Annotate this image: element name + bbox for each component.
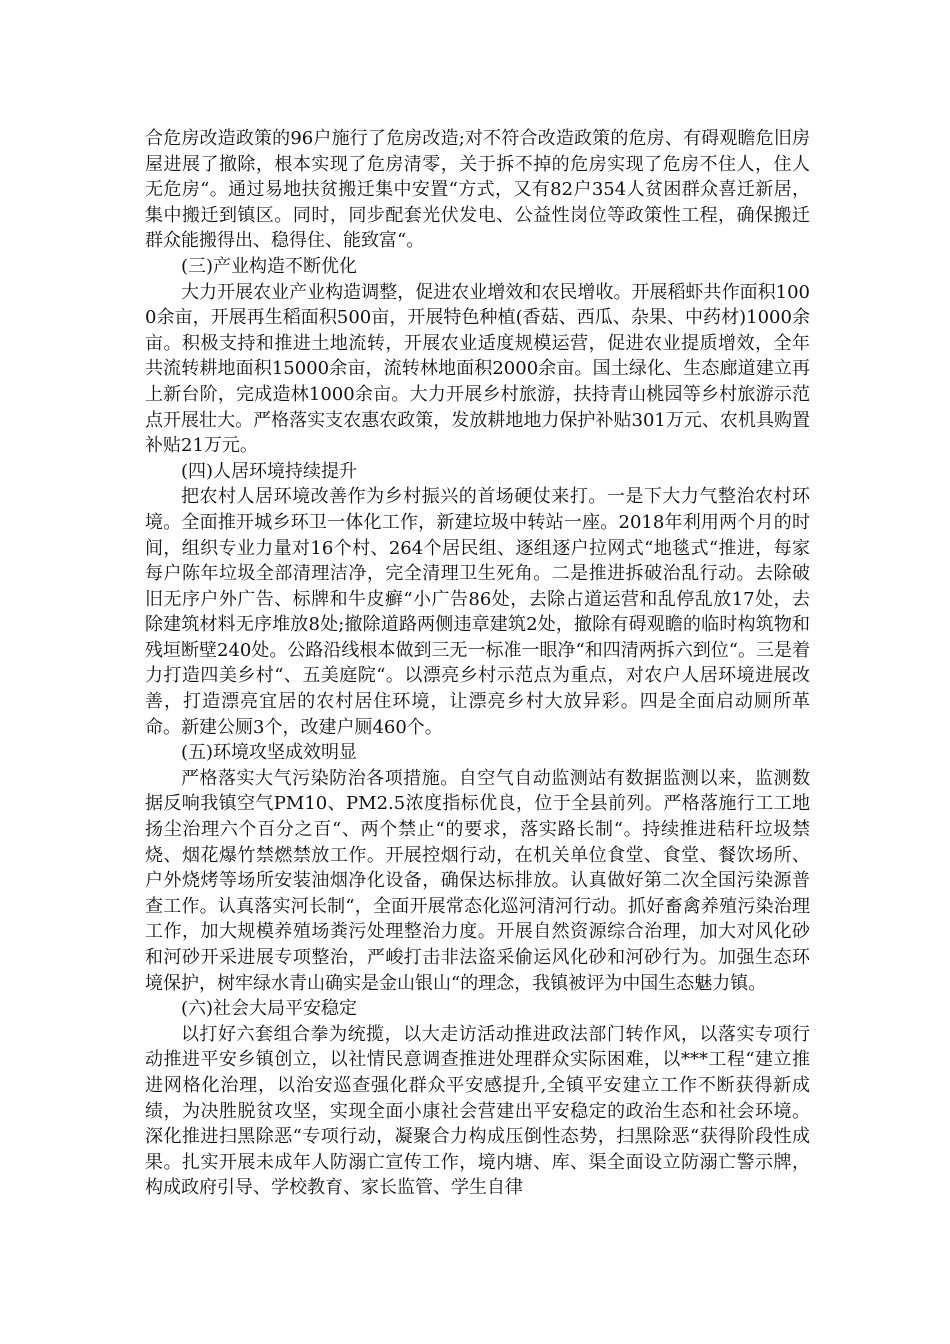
document-body [145, 126, 810, 1201]
paragraph-living-environment: 把农村人居环境改善作为乡村振兴的首场硬仗来打。一是下大力气整治农村环境。全面推开城乡环卫一体化工作，新建垃圾中转站一座。2018年利用两个月的时间，组织专业力量对16个村、264个居民组、逐组逐户拉网式“地毯式“推进，每家每户陈年垃圾全部清理洁净，完全清理卫生死角。二是推进拆破治乱行动。去除破旧无序户外广告、标牌和牛皮癣“小广告86处，去除占道运营和乱停乱放17处，去除建筑材料无序堆放8处;撤除道路两侧违章建筑2处，撤除有碍观瞻的临时构筑物和残垣断壁240处。公路沿线根本做到三无一标准一眼净“和四清两拆六到位“。三是着力打造四美乡村“、五美庭院“。以漂亮乡村示范点为重点，对农户人居环境进展改善，打造漂亮宜居的农村居住环境，让漂亮乡村大放异彩。四是全面启动厕所革命。新建公厕3个，改建户厕460个。 [145, 486, 810, 738]
paragraph-housing-continued: 合危房改造政策的96户施行了危房改造;对不符合改造政策的危房、有碍观瞻危旧房屋进展了撤除，根本实现了危房清零，关于拆不掉的危房实现了危房不住人，住人无危房“。通过易地扶贫搬迁集中安置“方式，又有82户354人贫困群众喜迁新居，集中搬迁到镇区。同时，同步配套光伏发电、公益性岗位等政策性工程，确保搬迁群众能搬得出、稳得住、能致富“。 [145, 128, 810, 252]
paragraph-social-safety: 以打好六套组合拳为统揽，以大走访活动推进政法部门转作风，以落实专项行动推进平安乡镇创立，以社情民意调查推进处理群众实际困难，以***工程“建立推进网格化治理，以治安巡查强化群众平安感提升,全镇平安建立工作不断获得新成绩，为决胜脱贫攻坚，实现全面小康社会营建出平安稳定的政治生态和社会环境。深化推进扫黑除恶“专项行动，凝聚合力构成压倒性态势，扫黑除恶“获得阶段性成果。扎实开展未成年人防溺亡宣传工作，境内塘、库、渠全面设立防溺亡警示牌，构成政府引导、学校教育、家长监管、学生自律 [145, 1023, 810, 1199]
paragraph-environment: 严格落实大气污染防治各项措施。自空气自动监测站有数据监测以来，监测数据反响我镇空气PM10、PM2.5浓度指标优良，位于全县前列。严格落施行工工地扬尘治理六个百分之百“、两个禁止“的要求，落实路长制“。持续推进秸秆垃圾禁烧、烟花爆竹禁燃禁放工作。开展控烟行动，在机关单位食堂、食堂、餐饮场所、户外烧烤等场所安装油烟净化设备，确保达标排放。认真做好第二次全国污染源普查工作。认真落实河长制“，全面开展常态化巡河清河行动。抓好畜禽养殖污染治理工作，加大规模养殖场粪污处理整治力度。开展自然资源综合治理，加大对风化砂和河砂开采进展专项整治，严峻打击非法盗采偷运风化砂和河砂行为。加强生态环境保护，树牢绿水青山确实是金山银山“的理念，我镇被评为中国生态魅力镇。 [145, 767, 810, 994]
section-heading-environment: (五)环境攻坚成效明显 [181, 742, 358, 764]
section-heading-industry: (三)产业构造不断优化 [181, 255, 358, 277]
paragraph-industry: 大力开展农业产业构造调整，促进农业增效和农民增收。开展稻虾共作面积1000余亩，开展再生稻面积500亩，开展特色种植(香菇、西瓜、杂果、中药材)1000余亩。积极支持和推进土地流转，开展农业适度规模运营，促进农业提质增效，全年共流转耕地面积15000余亩，流转林地面积2000余亩。国土绿化、生态廊道建立再上新台阶，完成造林1000余亩。大力开展乡村旅游，扶持青山桃园等乡村旅游示范点开展壮大。严格落实支农惠农政策，发放耕地地力保护补贴301万元、农机具购置补贴21万元。 [145, 281, 810, 457]
section-heading-living-environment: (四)人居环境持续提升 [181, 460, 358, 482]
section-heading-social-safety: (六)社会大局平安稳定 [181, 998, 358, 1020]
